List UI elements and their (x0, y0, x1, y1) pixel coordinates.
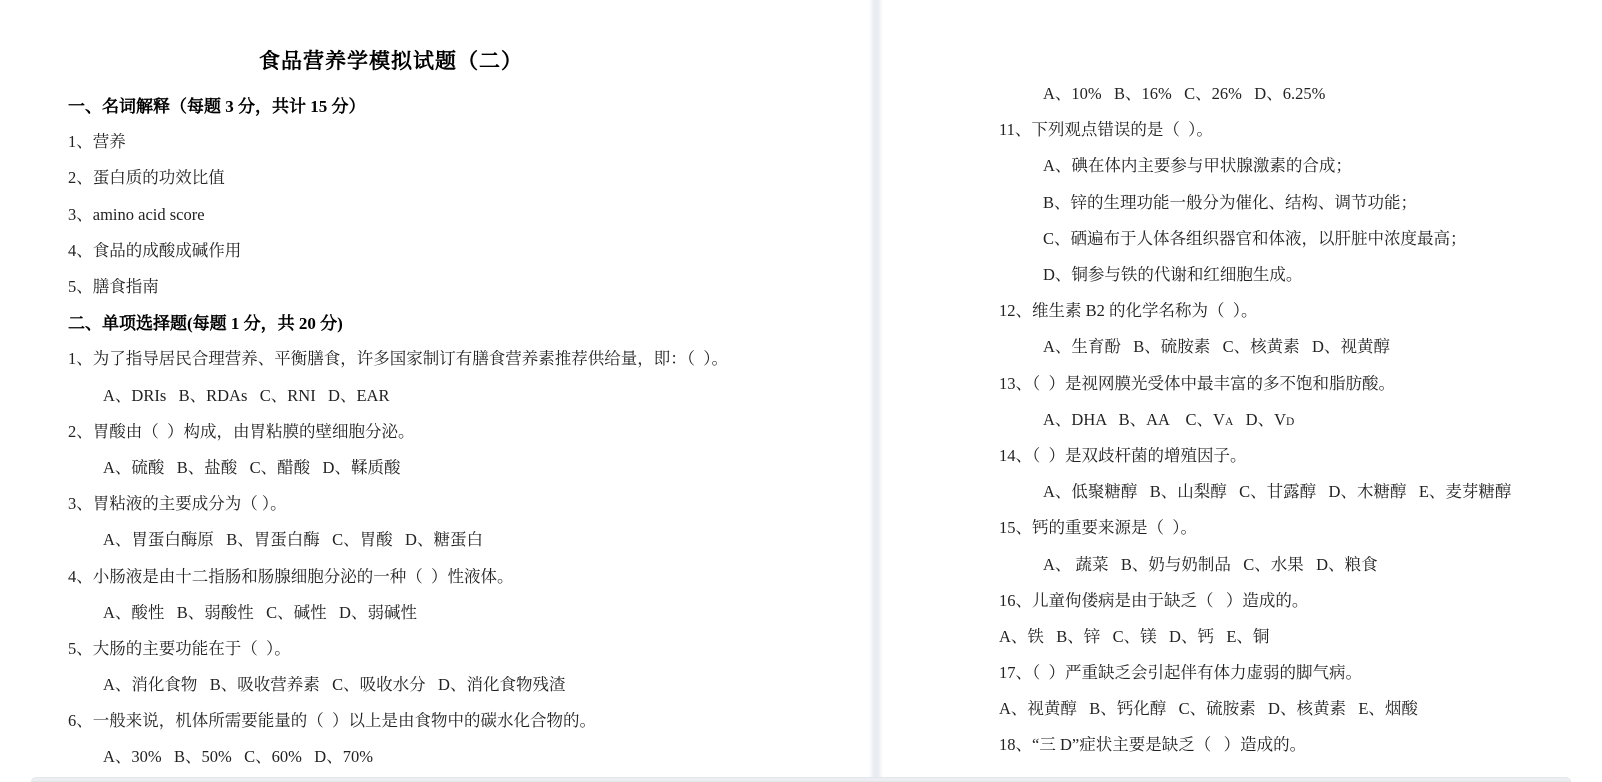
term-item (0, 158, 869, 194)
section-heading (0, 86, 869, 122)
line-text: 2、胃酸由（ ）构成，由胃粘膜的壁细胞分泌。 (68, 421, 415, 441)
option-line (0, 665, 869, 701)
line-text: A、铁 B、锌 C、镁 D、钙 E、铜 (999, 626, 1270, 646)
question-line (883, 725, 1602, 761)
horizontal-scrollbar-thumb[interactable] (31, 777, 1571, 782)
page-gap-divider (869, 0, 883, 782)
option-line (883, 689, 1602, 725)
option-line (0, 737, 869, 773)
page-2-text-lines (883, 74, 1602, 762)
line-text: 12、维生素 B2 的化学名称为（ ）。 (999, 301, 1258, 321)
option-line (883, 472, 1602, 508)
question-line (883, 581, 1602, 617)
document-title: 食品营养学模拟试题（二） (259, 49, 523, 73)
line-text: A、硫酸 B、盐酸 C、醋酸 D、鞣质酸 (103, 457, 401, 477)
line-text: A、低聚糖醇 B、山梨醇 C、甘露醇 D、木糖醇 E、麦芽糖醇 (1043, 482, 1512, 502)
line-text: A、30% B、50% C、60% D、70% (103, 747, 373, 767)
line-text: A、视黄醇 B、钙化醇 C、硫胺素 D、核黄素 E、烟酸 (999, 699, 1418, 719)
question-line (883, 291, 1602, 327)
term-item (0, 231, 869, 267)
line-text: A、生育酚 B、硫胺素 C、核黄素 D、视黄醇 (1043, 337, 1390, 357)
question-line (0, 484, 869, 520)
line-text: 15、钙的重要来源是（ ）。 (999, 518, 1197, 538)
term-item (0, 267, 869, 303)
line-text: A、 蔬菜 B、奶与奶制品 C、水果 D、粮食 (1043, 554, 1378, 574)
line-text: 1、为了指导居民合理营养、平衡膳食，许多国家制订有膳食营养素推荐供给量，即：（ ）。 (68, 349, 728, 369)
line-text: D、V (1233, 409, 1287, 429)
line-text: 13、（ ）是视网膜光受体中最丰富的多不饱和脂肪酸。 (999, 373, 1395, 393)
option-line (0, 448, 869, 484)
question-line (0, 701, 869, 737)
question-line (0, 412, 869, 448)
option-line (883, 146, 1602, 182)
line-text: A、消化食物 B、吸收营养素 C、吸收水分 D、消化食物残渣 (103, 675, 566, 695)
document-page-2 (883, 0, 1602, 782)
question-line (883, 653, 1602, 689)
line-text: 6、一般来说，机体所需要能量的（ ）以上是由食物中的碳水化合物的。 (68, 711, 596, 731)
line-text: C、硒遍布于人体各组织器官和体液，以肝脏中浓度最高； (1043, 228, 1467, 248)
option-line (883, 617, 1602, 653)
question-line (0, 629, 869, 665)
line-text: 4、食品的成酸成碱作用 (68, 240, 242, 260)
line-text: 3、胃粘液的主要成分为（ ）。 (68, 494, 287, 514)
line-text: 5、大肠的主要功能在于（ ）。 (68, 638, 291, 658)
question-line (883, 436, 1602, 472)
line-text: 一、名词解释（每题 3 分，共计 15 分） (68, 96, 366, 116)
line-text: 2、蛋白质的功效比值 (68, 168, 225, 188)
line-text: 5、膳食指南 (68, 277, 159, 297)
option-line (883, 219, 1602, 255)
line-text: A、DHA B、AA C、V (1043, 409, 1225, 429)
term-item (0, 195, 869, 231)
option-line (0, 520, 869, 556)
term-item (0, 122, 869, 158)
section-heading (0, 303, 869, 339)
line-text: A、酸性 B、弱酸性 C、碱性 D、弱碱性 (103, 602, 417, 622)
line-text: B、锌的生理功能一般分为催化、结构、调节功能； (1043, 192, 1418, 212)
option-line (883, 74, 1602, 110)
question-line (0, 339, 869, 375)
line-text: 4、小肠液是由十二指肠和肠腺细胞分泌的一种（ ）性液体。 (68, 566, 514, 586)
page-1-text-lines (0, 86, 869, 774)
option-line (883, 255, 1602, 291)
line-text: 3、amino acid score (68, 204, 205, 224)
option-line (883, 544, 1602, 580)
option-line (883, 327, 1602, 363)
line-text: A、胃蛋白酶原 B、胃蛋白酶 C、胃酸 D、糖蛋白 (103, 530, 483, 550)
line-text: A、碘在体内主要参与甲状腺激素的合成； (1043, 156, 1352, 176)
question-line (883, 508, 1602, 544)
question-line (0, 556, 869, 592)
line-text: A、DRIs B、RDAs C、RNI D、EAR (103, 385, 390, 405)
line-text: 二、单项选择题(每题 1 分，共 20 分) (68, 313, 343, 333)
subscript-text: A (1224, 416, 1234, 429)
question-line (883, 110, 1602, 146)
subscript-text: D (1286, 416, 1295, 429)
line-text: 14、（ ）是双歧杆菌的增殖因子。 (999, 445, 1247, 465)
option-line (0, 593, 869, 629)
option-line (0, 376, 869, 412)
line-text: 11、下列观点错误的是（ ）。 (999, 120, 1213, 140)
line-text: 17、（ ）严重缺乏会引起伴有体力虚弱的脚气病。 (999, 663, 1362, 683)
option-line (883, 400, 1602, 436)
question-line (883, 364, 1602, 400)
line-text: 1、营养 (68, 132, 126, 152)
line-text: 18、“三 D”症状主要是缺乏（ ）造成的。 (999, 735, 1307, 755)
line-text: D、铜参与铁的代谢和红细胞生成。 (1043, 265, 1303, 285)
option-line (883, 183, 1602, 219)
line-text: 16、儿童佝偻病是由于缺乏（ ）造成的。 (999, 590, 1309, 610)
line-text: A、10% B、16% C、26% D、6.25% (1043, 84, 1326, 104)
